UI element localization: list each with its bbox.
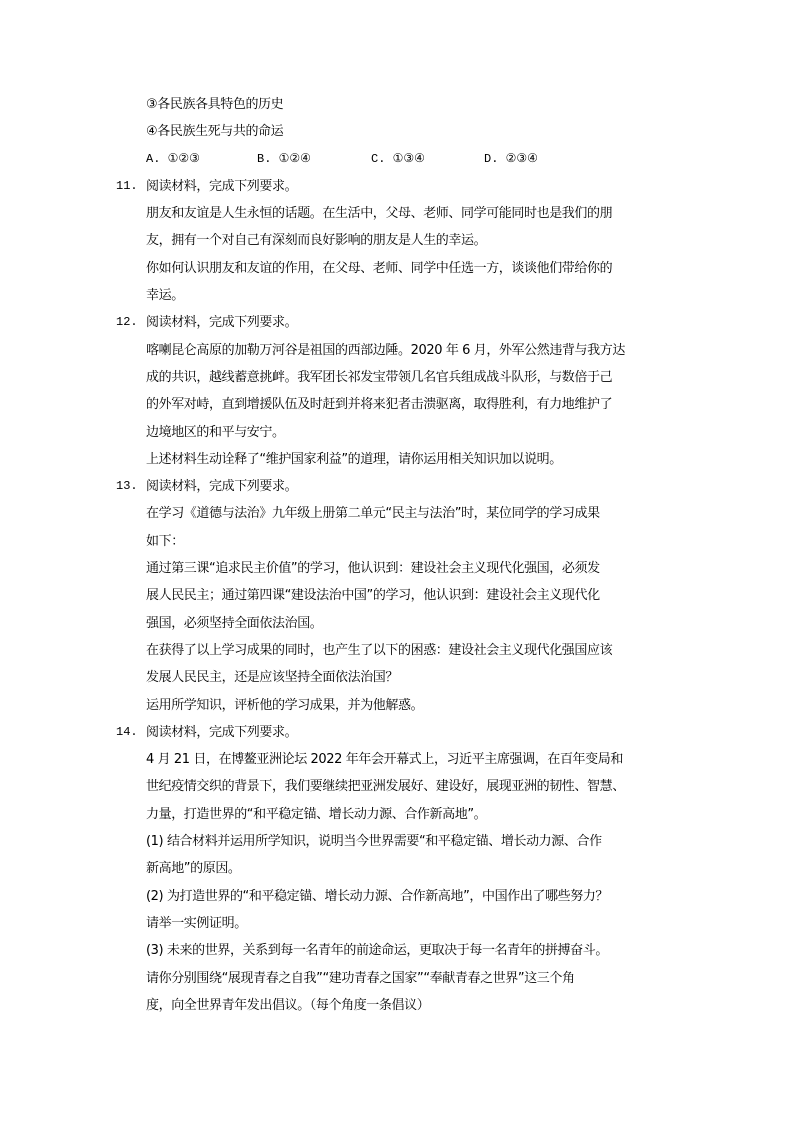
question-13-header <box>0 473 794 500</box>
line-text: (2) 为打造世界的“和平稳定锚、增长动力源、合作新高地”，中国作出了哪些努力？ <box>146 888 609 904</box>
text-line <box>0 500 794 527</box>
line-text: 运用所学知识，评析他的学习成果，并为他解惑。 <box>146 697 424 713</box>
text-line <box>0 746 794 773</box>
option-a: A. ①②③ <box>146 151 200 166</box>
text-line <box>0 664 794 691</box>
text-line <box>0 364 794 391</box>
text-line <box>0 637 794 664</box>
text-line <box>0 555 794 582</box>
item-text: ④各民族生死与共的命运 <box>146 124 284 140</box>
text-line <box>0 391 794 418</box>
text-line <box>0 692 794 719</box>
sub-question-2 <box>0 883 794 910</box>
question-number: 13. <box>116 479 138 494</box>
question-number: 14. <box>116 724 138 739</box>
text-line <box>0 992 794 1019</box>
line-text: 发展人民民主，还是应该坚持全面依法治国？ <box>146 670 399 686</box>
text-line <box>0 282 794 309</box>
line-text: 如下： <box>146 533 184 549</box>
question-11-header <box>0 173 794 200</box>
document-page <box>0 91 794 1019</box>
line-text: 世纪疫情交织的背景下，我们要继续把亚洲发展好、建设好，展现亚洲的韧性、智慧、 <box>146 779 625 795</box>
line-text: 新高地”的原因。 <box>146 861 241 877</box>
option-b: B. ①②④ <box>257 151 311 166</box>
line-text: (3) 未来的世界，关系到每一名青年的前途命运，更取决于每一名青年的拼搏奋斗。 <box>146 943 608 959</box>
text-line <box>0 582 794 609</box>
question-number: 11. <box>116 178 138 193</box>
line-text: 请你分别围绕“展现青春之自我”“建功青春之国家”“奉献青春之世界”这三个角 <box>146 970 575 986</box>
line-text: 边境地区的和平与安宁。 <box>146 424 285 440</box>
sub-question-1 <box>0 828 794 855</box>
line-text: 请举一实例证明。 <box>146 915 247 931</box>
text-line <box>0 200 794 227</box>
sub-question-3 <box>0 937 794 964</box>
line-text: 强国，必须坚持全面依法治国。 <box>146 615 323 631</box>
question-number: 12. <box>116 315 138 330</box>
line-text: 在学习《道德与法治》九年级上册第二单元“民主与法治”时，某位同学的学习成果 <box>146 506 600 522</box>
text-line <box>0 446 794 473</box>
text-line <box>0 227 794 254</box>
text-line <box>0 337 794 364</box>
line-text: 你如何认识朋友和友谊的作用，在父母、老师、同学中任选一方，谈谈他们带给你的 <box>146 260 613 276</box>
line-text: 的外军对峙，直到增援队伍及时赶到并将来犯者击溃驱离，取得胜利，有力地维护了 <box>146 397 613 413</box>
option-d: D. ②③④ <box>484 151 538 166</box>
line-text: 幸运。 <box>146 288 184 304</box>
option-c: C. ①③④ <box>371 151 425 166</box>
line-text: (1) 结合材料并运用所学知识，说明当今世界需要“和平稳定锚、增长动力源、合作 <box>146 834 602 850</box>
text-line <box>0 419 794 446</box>
line-text: 展人民民主；通过第四课“建设法治中国”的学习，他认识到：建设社会主义现代化 <box>146 588 600 604</box>
line-text: 上述材料生动诠释了“维护国家利益”的道理，请你运用相关知识加以说明。 <box>146 451 562 467</box>
item-text: ③各民族各具特色的历史 <box>146 97 284 112</box>
line-text: 度，向全世界青年发出倡议。（每个角度一条倡议） <box>146 997 430 1013</box>
line-text: 友，拥有一个对自己有深刻而良好影响的朋友是人生的幸运。 <box>146 233 487 249</box>
question-prompt: 阅读材料，完成下列要求。 <box>146 178 298 194</box>
line-text: 4 月 21 日，在博鳌亚洲论坛 2022 年年会开幕式上，习近平主席强调，在百年变局和 <box>146 752 623 768</box>
text-line <box>0 855 794 882</box>
text-line <box>0 255 794 282</box>
q10-options <box>0 146 794 173</box>
question-prompt: 阅读材料，完成下列要求。 <box>146 479 298 495</box>
line-text: 在获得了以上学习成果的同时，也产生了以下的困惑：建设社会主义现代化强国应该 <box>146 642 613 658</box>
question-prompt: 阅读材料，完成下列要求。 <box>146 724 298 740</box>
q10-item <box>0 91 794 118</box>
line-text: 通过第三课“追求民主价值”的学习，他认识到：建设社会主义现代化强国，必须发 <box>146 561 600 577</box>
line-text: 喀喇昆仑高原的加勒万河谷是祖国的西部边陲。2020 年 6 月，外军公然违背与我方达 <box>146 342 625 358</box>
line-text: 成的共识，越线蓄意挑衅。我军团长祁发宝带领几名官兵组成战斗队形，与数倍于己 <box>146 369 613 385</box>
question-prompt: 阅读材料，完成下列要求。 <box>146 315 298 331</box>
question-12-header <box>0 309 794 336</box>
line-text: 朋友和友谊是人生永恒的话题。在生活中，父母、老师、同学可能同时也是我们的朋 <box>146 206 613 222</box>
text-line <box>0 528 794 555</box>
text-line <box>0 773 794 800</box>
q10-item <box>0 118 794 145</box>
text-line <box>0 801 794 828</box>
text-line <box>0 965 794 992</box>
text-line <box>0 910 794 937</box>
question-14-header <box>0 719 794 746</box>
text-line <box>0 610 794 637</box>
line-text: 力量，打造世界的“和平稳定锚、增长动力源、合作新高地”。 <box>146 806 487 822</box>
